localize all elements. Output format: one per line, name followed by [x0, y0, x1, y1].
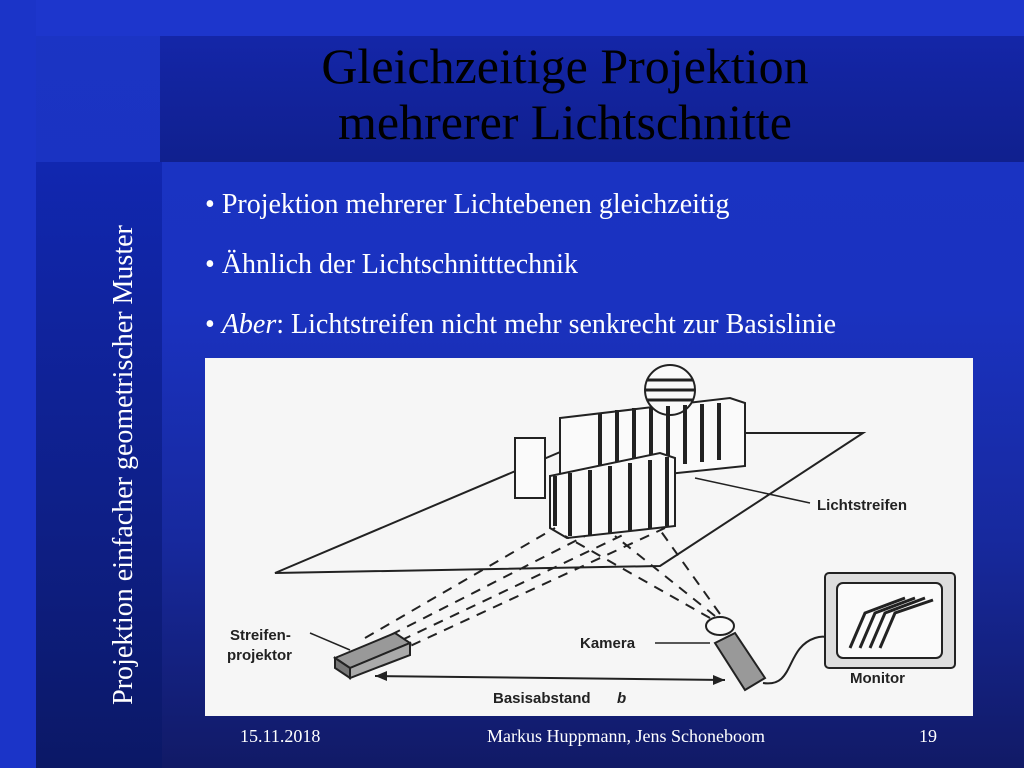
footer-authors: Markus Huppmann, Jens Schoneboom — [487, 726, 765, 746]
light-section-diagram — [205, 358, 973, 716]
camera-body — [715, 633, 765, 690]
footer-page-number: 19 — [919, 726, 937, 746]
baseline-arrow-right — [713, 675, 725, 685]
lichtstreifen-leader — [695, 478, 810, 503]
label-lichtstreifen: Lichtstreifen — [817, 497, 908, 514]
label-monitor: Monitor — [850, 670, 905, 687]
title-line-2: mehrerer Lichtschnitte — [338, 94, 792, 150]
top-band — [0, 0, 1024, 36]
camera-lens — [706, 617, 734, 635]
bullet-text-3-emphasis: Aber — [221, 309, 277, 340]
bullet-text-1: Projektion mehrerer Lichtebenen gleichzeitig — [221, 189, 730, 220]
camera-rays — [565, 530, 720, 618]
bullet-item-2: • Ähnlich der Lichtschnitttechnik — [205, 249, 578, 280]
title-line-1: Gleichzeitige Projektion — [321, 38, 809, 94]
diagram-image — [205, 358, 973, 716]
baseline-arrow-left — [375, 671, 387, 681]
bullet-text-2: Ähnlich der Lichtschnitttechnik — [221, 249, 578, 280]
monitor-screen — [837, 583, 942, 658]
side-label: Projektion einfacher geometrischer Muster — [108, 225, 139, 705]
label-projektor-1: Streifen- — [230, 627, 291, 644]
label-basisabstand: Basisabstand — [493, 690, 591, 707]
slide-title — [160, 38, 970, 150]
bullet-list — [205, 190, 1005, 370]
side-panel — [36, 162, 162, 768]
small-box — [515, 438, 545, 498]
bullet-text-3: : Lichtstreifen nicht mehr senkrecht zur Basislinie — [276, 309, 837, 340]
label-projektor-2: projektor — [227, 647, 293, 664]
footer-date: 15.11.2018 — [240, 726, 321, 746]
projector-leader — [310, 633, 350, 650]
bullet-item-1: • Projektion mehrerer Lichtebenen gleichzeitig — [205, 189, 730, 220]
label-basis-variable: b — [617, 690, 627, 707]
label-kamera: Kamera — [580, 635, 636, 652]
bullet-item-3: • Aber: Lichtstreifen nicht mehr senkrecht zur Basislinie — [205, 309, 837, 340]
baseline-line — [375, 676, 725, 680]
left-strip — [0, 0, 36, 768]
